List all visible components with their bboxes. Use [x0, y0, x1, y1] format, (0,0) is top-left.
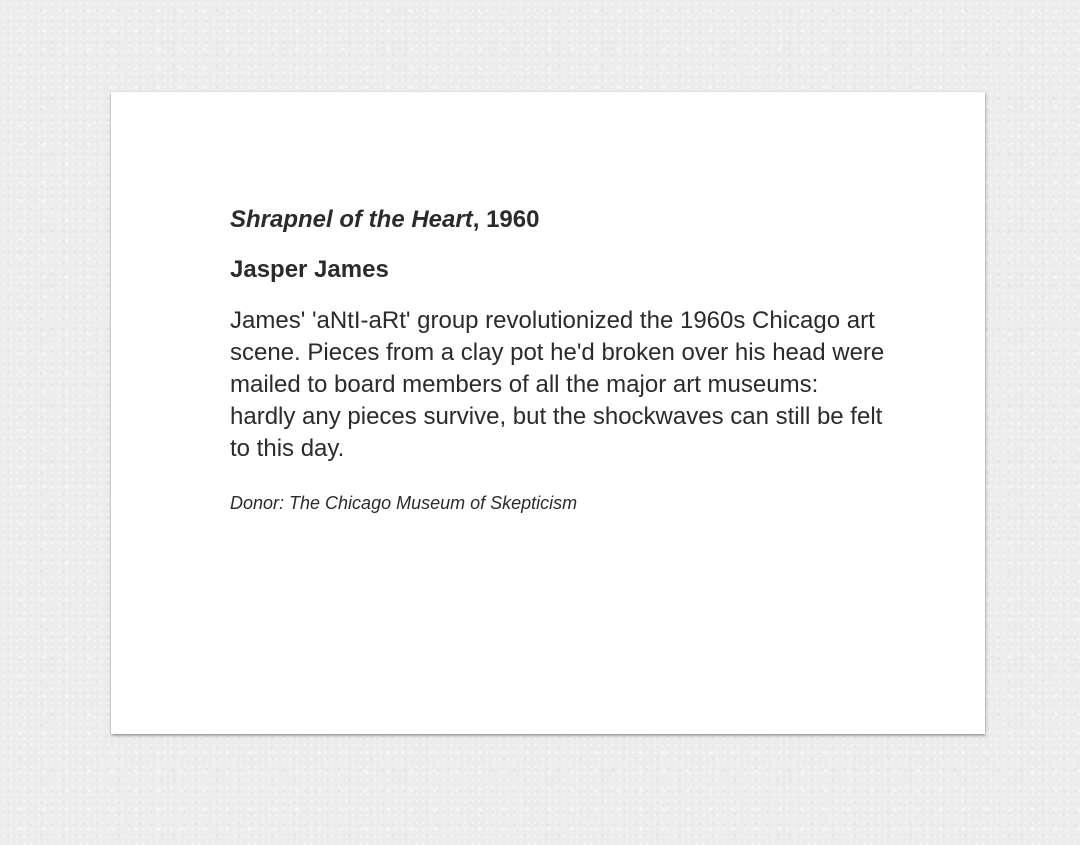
- museum-label-card: [111, 92, 985, 734]
- label-content: [230, 205, 890, 515]
- work-title: Shrapnel of the Heart: [230, 206, 473, 233]
- title-separator: ,: [472, 206, 487, 233]
- artwork-description: James' 'aNtI-aRt' group revolutionized the 1960s Chicago art scene. Pieces from a clay pot he'd broken over his head were mailed to board members of all the major art museums: hardly any pieces survive, but the shockwaves can still be felt to this day.: [230, 307, 885, 462]
- artist-name: Jasper James: [230, 256, 389, 283]
- title-line: [230, 205, 890, 235]
- work-year: 1960: [486, 206, 540, 233]
- donor-credit: Donor: The Chicago Museum of Skepticism: [230, 493, 578, 513]
